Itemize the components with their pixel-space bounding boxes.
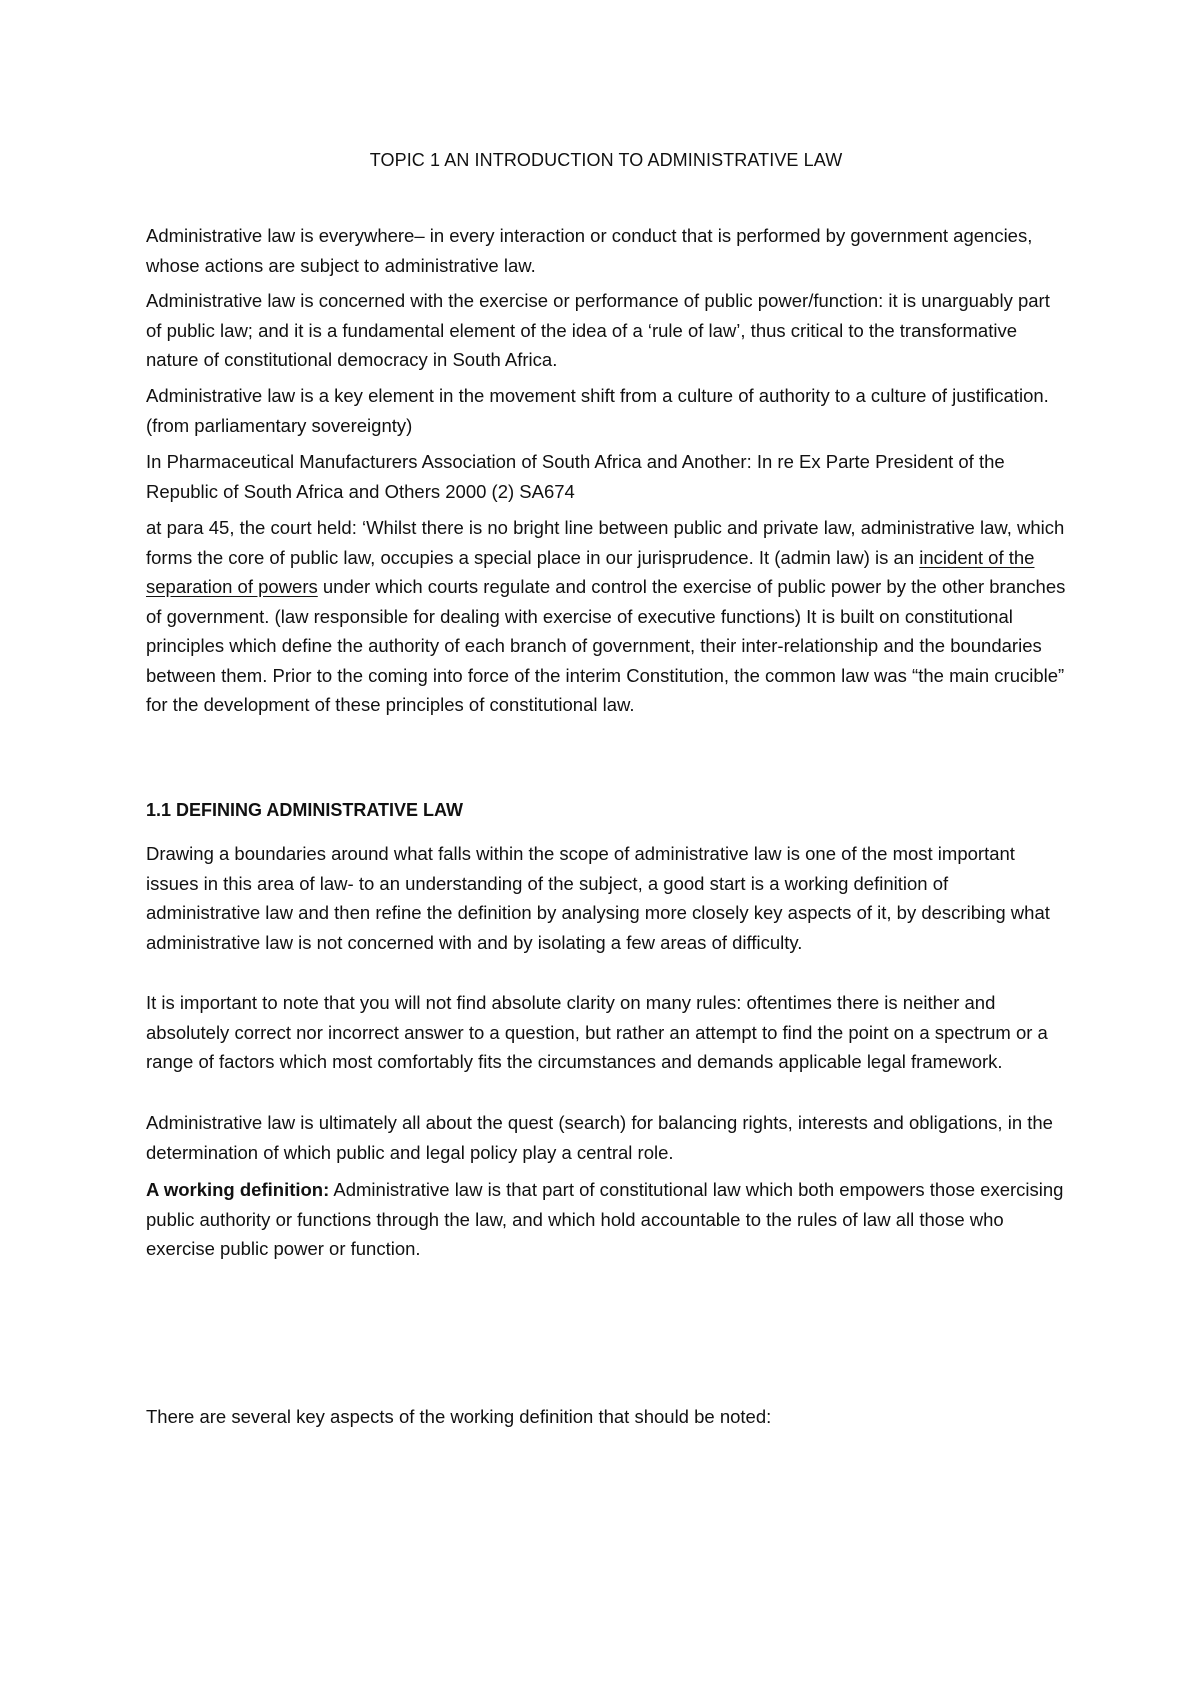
case-citation-paragraph: In Pharmaceutical Manufacturers Association of South Africa and Another: In re Ex Parte President of the Republic of South Africa and Others 2000 (2) SA674	[146, 451, 1005, 502]
intro-paragraph-3: Administrative law is a key element in the movement shift from a culture of authority to a culture of justification. (from parliamentary sovereignty)	[146, 385, 1049, 436]
intro-paragraph-1: Administrative law is everywhere– in every interaction or conduct that is performed by government agencies, whose actions are subject to administrative law.	[146, 225, 1033, 276]
section-paragraph-2: It is important to note that you will not find absolute clarity on many rules: oftentimes there is neither and absolutely correct nor incorrect answer to a question, but rather an attempt to find the point on a spectrum or a range of factors which most comfortably fits the circumstances and demands applicable legal framework.	[146, 992, 1048, 1072]
court-quote-text-before: at para 45, the court held: ‘Whilst there is no bright line between public and private law, administrative law, which forms the core of public law, occupies a special place in our jurisprudence. It (admin law) is an	[146, 517, 1065, 568]
working-definition-label: A working definition:	[146, 1179, 330, 1200]
working-definition-paragraph	[146, 1175, 1066, 1264]
working-definition-text: Administrative law is that part of constitutional law which both empowers those exercising public authority or functions through the law, and which hold accountable to the rules of law all those who exercise public power or function.	[146, 1179, 1064, 1259]
court-quote-paragraph	[146, 513, 1066, 720]
intro-paragraph-2: Administrative law is concerned with the exercise or performance of public power/function: it is unarguably part of public law; and it is a fundamental element of the idea of a ‘rule of law’, thus critical to the transformative nature of constitutional democracy in South Africa.	[146, 290, 1050, 370]
section-paragraph-1: Drawing a boundaries around what falls within the scope of administrative law is one of the most important issues in this area of law- to an understanding of the subject, a good start is a working definition of administrative law and then refine the definition by analysing more closely key aspects of it, by describing what administrative law is not concerned with and by isolating a few areas of difficulty.	[146, 843, 1050, 953]
section-paragraph-3: Administrative law is ultimately all about the quest (search) for balancing rights, interests and obligations, in the determination of which public and legal policy play a central role.	[146, 1112, 1053, 1163]
court-quote-text-after: under which courts regulate and control the exercise of public power by the other branches of government. (law responsible for dealing with exercise of executive functions) It is built on constitutional principles which define the authority of each branch of government, their inter-relationship and the boundaries between them. Prior to the coming into force of the interim Constitution, the common law was “the main crucible” for the development of these principles of constitutional law.	[146, 576, 1066, 715]
section-heading: 1.1 DEFINING ADMINISTRATIVE LAW	[146, 800, 464, 820]
closing-paragraph: There are several key aspects of the working definition that should be noted:	[146, 1406, 772, 1427]
document-title: TOPIC 1 AN INTRODUCTION TO ADMINISTRATIVE LAW	[369, 150, 843, 170]
court-quote-underlined: incident of the separation of powers	[146, 546, 1035, 597]
